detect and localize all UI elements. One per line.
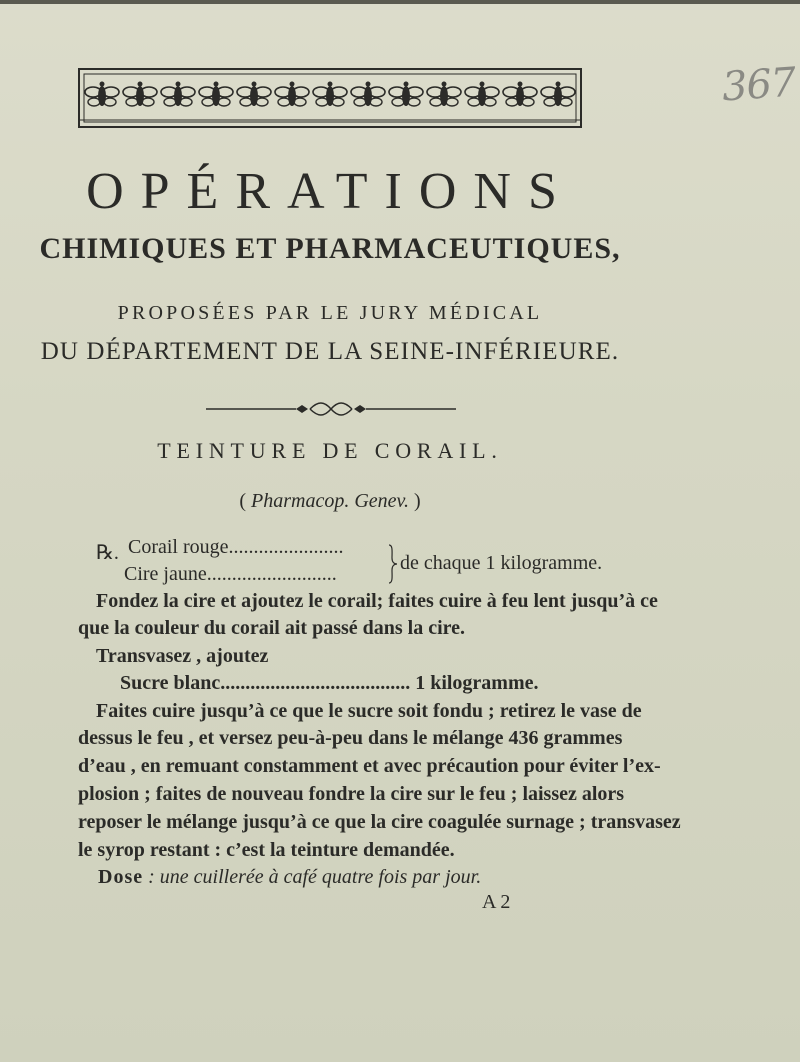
ornament-motif: [199, 82, 233, 107]
heading-line-3: PROPOSÉES PAR LE JURY MÉDICAL: [117, 302, 543, 324]
paragraph-line: Transvasez , ajoutez: [96, 645, 269, 667]
ornament-motif: [465, 82, 499, 107]
page-edge: [0, 0, 800, 4]
decorative-rule: [206, 399, 456, 419]
source-open: (: [239, 490, 252, 512]
recipe-symbol: ℞.: [96, 542, 119, 564]
handwritten-folio-number: 367: [720, 59, 797, 111]
dose-label: Dose: [98, 866, 144, 888]
paragraph-line: le syrop restant : c’est la teinture demandée.: [78, 839, 455, 861]
paragraph-line: que la couleur du corail ait passé dans la cire.: [78, 617, 466, 639]
ornament-motif: [85, 82, 119, 107]
ornament-motif: [541, 82, 575, 107]
ornament-motif: [161, 82, 195, 107]
decorative-header-ornament: [78, 68, 582, 128]
ingredient-line: Corail rouge.......................: [128, 536, 344, 558]
dose-line: [98, 866, 481, 889]
page-title: OPÉRATIONS: [86, 163, 574, 220]
paragraph-line: Faites cuire jusqu’à ce que le sucre soit fondu ; retirez le vase de: [96, 700, 642, 722]
ornament-motif: [351, 82, 385, 107]
heading-line-4: DU DÉPARTEMENT DE LA SEINE-INFÉRIEURE.: [40, 338, 620, 365]
page-subtitle: CHIMIQUES ET PHARMACEUTIQUES,: [39, 232, 621, 265]
ornament-motif: [427, 82, 461, 107]
ornament-motif: [123, 82, 157, 107]
paragraph-line: Sucre blanc...................................... 1 kilogramme.: [120, 672, 539, 694]
ornament-motif: [503, 82, 537, 107]
ornament-motif: [275, 82, 309, 107]
signature-mark: A 2: [482, 891, 511, 913]
paragraph-line: d’eau , en remuant constamment et avec précaution pour éviter l’ex-: [78, 755, 661, 777]
source-reference: [0, 490, 660, 513]
paragraph-line: reposer le mélange jusqu’à ce que la cire coagulée surnage ; transvasez: [78, 811, 681, 833]
ornament-motif: [389, 82, 423, 107]
dose-text: : une cuillerée à café quatre fois par jour.: [143, 866, 482, 888]
brace-bracket: [388, 544, 398, 584]
ingredient-line: Cire jaune..........................: [124, 563, 337, 585]
paragraph-line: plosion ; faites de nouveau fondre la cire sur le feu ; laissez alors: [78, 783, 625, 805]
ornament-motif: [313, 82, 347, 107]
paragraph-line: Fondez la cire et ajoutez le corail; faites cuire à feu lent jusqu’à ce: [96, 590, 658, 612]
paragraph-line: dessus le feu , et versez peu-à-peu dans le mélange 436 grammes: [78, 727, 623, 749]
section-title: TEINTURE DE CORAIL.: [157, 438, 503, 463]
quantity-each: de chaque 1 kilogramme.: [400, 552, 603, 574]
source-text: Pharmacop. Genev.: [251, 490, 409, 512]
ornament-motif: [237, 82, 271, 107]
source-close: ): [408, 490, 421, 512]
